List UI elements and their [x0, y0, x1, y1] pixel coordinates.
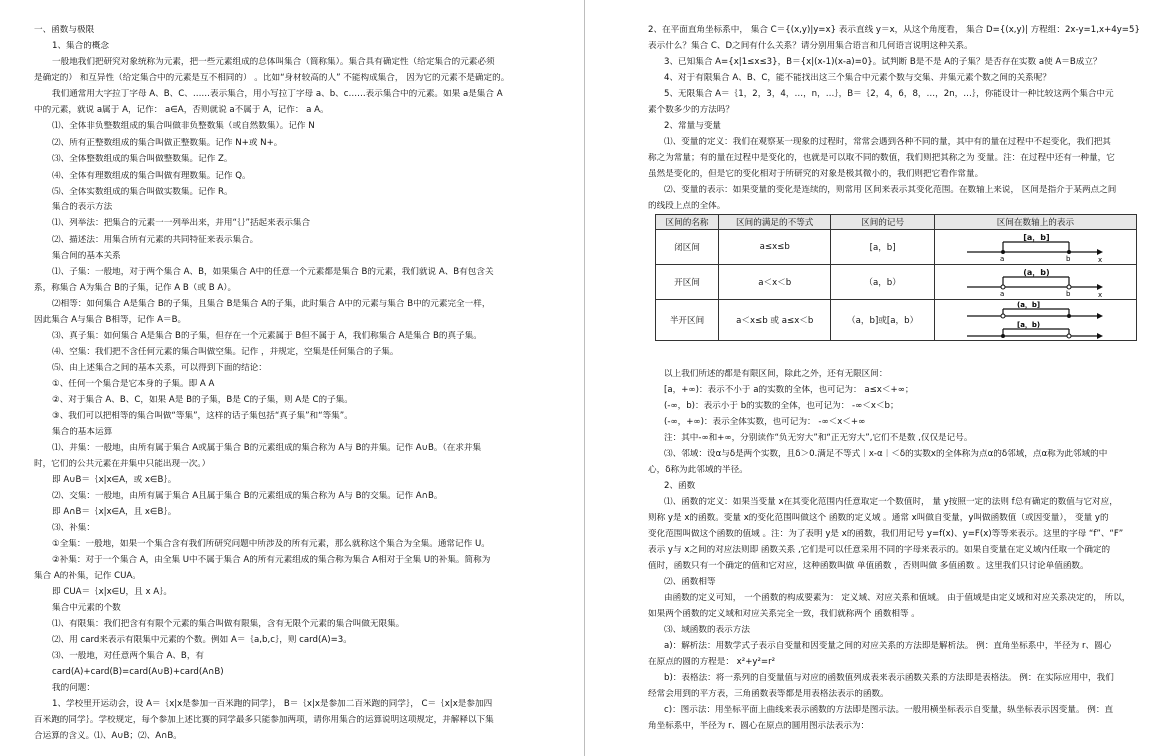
table-header: 区间的记号	[831, 215, 934, 230]
text-line: ⑴、并集：一般地，由所有属于集合 A或属于集合 B的元素组成的集合称为 A与 B的并集。记作 A∪B。（在求并集	[52, 443, 482, 453]
text-line: 注：其中-∞和+∞，分别读作“负无穷大”和“正无穷大”,它们不是数 ,仅仅是记号。	[664, 433, 973, 443]
interval-notation: （a，b）	[831, 265, 934, 300]
formula-line: (-∞，+∞)：表示全体实数，也可记为： -∞＜x＜+∞	[664, 417, 866, 427]
section-heading: 2、函数	[664, 481, 696, 491]
left-page	[0, 0, 580, 756]
chapter-heading: 一、函数与极限	[34, 25, 95, 35]
interval-name: 开区间	[656, 265, 719, 300]
text-line: a)：解析法：用数学式子表示自变量和因变量之间的对应关系的方法即是解析法。 例：直角坐标系中，半径为 r、圆心	[664, 641, 1112, 651]
formula-line: 在原点的圆的方程是： x²+y²=r²	[648, 657, 776, 667]
svg-text:b: b	[1066, 290, 1071, 298]
table-row	[656, 300, 1137, 341]
table-row	[656, 230, 1137, 265]
number-line-diagram	[965, 230, 1105, 264]
section-heading: 2、常量与变量	[664, 121, 722, 131]
text-line: ⑸、由上述集合之间的基本关系，可以得到下面的结论：	[52, 363, 267, 373]
interval-inequality: a≤x≤b	[719, 230, 831, 265]
text-line: ⑴、子集：一般地，对于两个集合 A、B，如果集合 A中的任意一个元素都是集合 B的元素，我们就说 A、B有包含关	[52, 267, 494, 277]
text-line: ⑶、补集：	[52, 523, 95, 533]
number-line-diagram	[965, 300, 1105, 340]
table-header: 区间在数轴上的表示	[934, 215, 1136, 230]
interval-table	[655, 214, 1137, 341]
number-line-open	[965, 265, 1105, 299]
subheading: 集合的表示方法	[52, 202, 113, 212]
text-line: ⑴、全体非负整数组成的集合叫做非负整数集（或自然数集）。记作 N	[52, 121, 315, 131]
formula-line: card(A)+card(B)=card(A∪B)+card(A∩B)	[52, 667, 224, 677]
text-line: 4、对于有限集合 A、B、C，能不能找出这三个集合中元素个数与交集、并集元素个数之间的关系呢？	[664, 73, 1051, 83]
text-line: 如果两个函数的定义域和对应关系完全一致，我们就称两个 函数相等 。	[648, 609, 920, 619]
subheading: 集合的基本运算	[52, 427, 113, 437]
text-line: ⑴、函数的定义：如果当变量 x在其变化范围内任意取定一个数值时， 量 y按照一定的法则 f总有确定的数值与它对应，	[664, 497, 1118, 507]
text-line: ⑸、全体实数组成的集合叫做实数集。记作 R。	[52, 187, 233, 197]
text-line: 以上我们所述的都是有限区间，除此之外，还有无限区间：	[664, 369, 888, 379]
number-line-diagram	[965, 265, 1105, 299]
text-line: 集合 A的补集，记作 CUA。	[34, 571, 141, 581]
table-header: 区间的满足的不等式	[719, 215, 831, 230]
text-line: 值时，函数只有一个确定的值和它对应，这种函数叫做 单值函数 ，否则叫做 多值函数 。这里我们只讨论单值函数。	[648, 561, 1089, 571]
svg-text:a: a	[1000, 255, 1005, 263]
number-line-cell	[934, 300, 1136, 341]
text-line: 5、无限集合 A＝｛1，2，3，4，…，n，…｝，B＝｛2，4，6，8，…，2n，…｝，你能设计一种比较这两个集合中元	[664, 89, 1114, 99]
subheading: ⑵、函数相等	[664, 577, 716, 587]
number-line-cell	[934, 265, 1136, 300]
interval-inequality: a＜x＜b	[719, 265, 831, 300]
text-line: ⑶、一般地，对任意两个集合 A、B，有	[52, 651, 205, 661]
interval-name: 闭区间	[656, 230, 719, 265]
text-line: 合运算的含义。⑴、A∪B；⑵、A∩B。	[34, 731, 182, 741]
text-line: 1、学校里开运动会，设 A＝｛x|x是参加一百米跑的同学｝， B＝｛x|x是参加二百米跑的同学｝， C＝｛x|x是参加四	[52, 699, 493, 709]
subheading: 集合间的基本关系	[52, 251, 121, 261]
text-line: 由函数的定义可知， 一个函数的构成要素为： 定义域、对应关系和值域。 由于值域是由定义域和对应关系决定的， 所以，	[664, 593, 1131, 603]
text-line: ②、对于集合 A、B、C，如果 A是 B的子集，B是 C的子集，则 A是 C的子集。	[52, 395, 353, 405]
text-line: ⑴、有限集：我们把含有有限个元素的集合叫做有限集，含有无限个元素的集合叫做无限集。	[52, 619, 405, 629]
subheading: 我的问题：	[52, 683, 95, 693]
text-line: 百米跑的同学｝。学校规定，每个参加上述比赛的同学最多只能参加两项，请你用集合的运算说明这项规定，并解释以下集	[34, 715, 494, 725]
section-heading: 1、集合的概念	[52, 41, 110, 51]
text-line: ⑵、所有正整数组成的集合叫做正整数集。记作 N+或 N+。	[52, 138, 283, 148]
text-line: 变化范围叫做这个函数的值域 。注：为了表明 y是 x的函数，我们用记号 y=f(x)、y=F(x)等等来表示。这里的字母 “f”、“F”	[648, 529, 1124, 539]
text-line: 经常会用到的平方表，三角函数表等都是用表格法表示的函数。	[648, 689, 889, 699]
subheading: ⑶、域函数的表示方法	[664, 625, 750, 635]
text-line: ①全集：一般地，如果一个集合含有我们所研究问题中所涉及的所有元素，那么就称这个集合为全集。通常记作 U。	[52, 539, 490, 549]
text-line: ⑶、邻域：设α与δ是两个实数，且δ＞0.满足不等式｜x-α｜＜δ的实数x的全体称为点α的δ邻域，点α称为此邻域的中	[664, 449, 1108, 459]
text-line: 表示什么？集合 C、D之间有什么关系？请分别用集合语言和几何语言说明这种关系。	[648, 41, 973, 51]
text-line: 3、已知集合 A={x|1≤x≤3}，B＝{x|(x-1)(x-a)=0}。试判断 B是不是 A的子集？是否存在实数 a使 A＝B成立？	[664, 57, 1102, 67]
text-line: ②补集：对于一个集合 A，由全集 U中不属于集合 A的所有元素组成的集合称为集合 A相对于全集 U的补集。简称为	[52, 555, 491, 565]
svg-text:a: a	[1000, 290, 1005, 298]
svg-text:b: b	[1066, 255, 1071, 263]
text-line: ⑶、全体整数组成的集合叫做整数集。记作 Z。	[52, 154, 233, 164]
text-line: 称之为常量；有的量在过程中是变化的，也就是可以取不同的数值，我们则把其称之为 变量。注：在过程中还有一种量，它	[648, 153, 1115, 163]
text-line: ⑷、全体有理数组成的集合叫做有理数集。记作 Q。	[52, 171, 251, 181]
text-line: 素个数多少的方法吗？	[648, 105, 734, 115]
text-line: ⑵、交集：一般地，由所有属于集合 A且属于集合 B的元素组成的集合称为 A与 B的交集。记作 A∩B。	[52, 491, 443, 501]
axis-interval-label: (a，b)	[1023, 268, 1050, 277]
text-line: ⑷、空集：我们把不含任何元素的集合叫做空集。记作 ，并规定，空集是任何集合的子集。	[52, 347, 399, 357]
text-line: 一般地我们把研究对象统称为元素，把一些元素组成的总体叫集合（简称集）。集合具有确定性（给定集合的元素必须	[52, 57, 495, 67]
svg-text:[a，b): [a，b)	[1017, 321, 1041, 329]
number-line-half-open	[965, 300, 1105, 340]
text-line: 的线段上点的全体。	[648, 201, 726, 211]
page-divider	[584, 0, 585, 756]
text-line: ①、任何一个集合是它本身的子集。即 A A	[52, 379, 215, 389]
interval-name: 半开区间	[656, 300, 719, 341]
text-line: 2、在平面直角坐标系中， 集合 C＝{(x,y)|y=x} 表示直线 y＝x，从这个角度看， 集合 D={(x,y)| 方程组：2x-y=1,x+4y=5}	[648, 25, 1140, 35]
interval-notation: （a，b]或[a，b）	[831, 300, 934, 341]
text-line: 时，它们的公共元素在并集中只能出现一次。）	[34, 459, 211, 469]
svg-text:x: x	[1098, 291, 1103, 299]
text-line: 中的元素，就说 a属于 A，记作： a∈A，否则就说 a不属于 A，记作： a A。	[34, 105, 329, 115]
text-line: 因此集合 A与集合 B相等，记作 A＝B。	[34, 315, 187, 325]
text-line: ⑶、真子集：如何集合 A是集合 B的子集，但存在一个元素属于 B但不属于 A，我们称集合 A是集合 B的真子集。	[52, 331, 482, 341]
table-row	[656, 265, 1137, 300]
subheading: 集合中元素的个数	[52, 603, 121, 613]
text-line: ⑴、变量的定义：我们在观察某一现象的过程时，常常会遇到各种不同的量，其中有的量在过程中不起变化，我们把其	[664, 137, 1111, 147]
formula-line: 即 A∩B＝｛x|x∈A，且 x∈B｝。	[52, 507, 177, 517]
text-line: ⑴、列举法：把集合的元素一一列举出来，并用“｛｝”括起来表示集合	[52, 218, 311, 228]
svg-text:(a，b]: (a，b]	[1017, 301, 1041, 309]
text-line: ⑵、用 card来表示有限集中元素的个数。例如 A＝｛a,b,c｝，则 card(A)=3。	[52, 635, 352, 645]
formula-line: [a，+∞)：表示不小于 a的实数的全体，也可记为： a≤x＜+∞；	[664, 385, 914, 395]
formula-line: (-∞，b)：表示小于 b的实数的全体，也可记为： -∞＜x＜b；	[664, 401, 899, 411]
text-line: 则称 y是 x的函数。变量 x的变化范围叫做这个 函数的定义域 。通常 x叫做自变量，y叫做函数值（或因变量）， 变量 y的	[648, 513, 1109, 523]
number-line-cell	[934, 230, 1136, 265]
text-line: 虽然是变化的，但是它的变化相对于所研究的对象是极其微小的，我们则把它看作常量。	[648, 169, 984, 179]
text-line: ⑵、描述法：用集合所有元素的共同特征来表示集合。	[52, 235, 259, 245]
number-line-closed	[965, 230, 1105, 264]
text-line: 是确定的） 和互异性（给定集合中的元素是互不相同的） 。比如“身材较高的人” 不能构成集合， 因为它的元素不是确定的。	[34, 73, 510, 83]
interval-notation: [a，b]	[831, 230, 934, 265]
axis-interval-label: [a，b]	[1023, 233, 1050, 242]
svg-text:x: x	[1098, 256, 1103, 264]
text-line: 表示 y与 x之间的对应法则即 函数关系 ,它们是可以任意采用不同的字母来表示的。如果自变量在定义域内任取一个确定的	[648, 545, 1111, 555]
text-line: 角坐标系中，半径为 r、圆心在原点的圆用图示法表示为：	[648, 721, 870, 731]
interval-inequality: a＜x≤b 或 a≤x＜b	[719, 300, 831, 341]
formula-line: 即 A∪B＝｛x|x∈A，或 x∈B｝。	[52, 475, 177, 485]
text-line: 心，δ称为此邻域的半径。	[648, 465, 748, 475]
text-line: ⑵相等：如何集合 A是集合 B的子集，且集合 B是集合 A的子集，此时集合 A中的元素与集合 B中的元素完全一样，	[52, 299, 491, 309]
text-line: ③、我们可以把相等的集合叫做“等集”，这样的话子集包括“真子集”和“等集”。	[52, 411, 353, 421]
text-line: c)：图示法：用坐标平面上曲线来表示函数的方法即是图示法。一般用横坐标表示自变量，纵坐标表示因变量。 例：直	[664, 705, 1114, 715]
text-line: b)：表格法：将一系列的自变量值与对应的函数值列成表来表示函数关系的方法即是表格法。 例：在实际应用中，我们	[664, 673, 1114, 683]
text-line: 我们通常用大字拉丁字母 A、B、C、……表示集合，用小写拉丁字母 a、b、c……表示集合中的元素。如果 a是集合 A	[52, 89, 503, 99]
table-header-row	[656, 215, 1137, 230]
table-header: 区间的名称	[656, 215, 719, 230]
text-line: 系，称集合 A为集合 B的子集，记作 A B（或 B A）。	[34, 283, 237, 293]
formula-line: 即 CUA＝｛x|x∈U，且 x A｝。	[52, 587, 173, 597]
text-line: ⑵、变量的表示：如果变量的变化是连续的，则常用 区间来表示其变化范围。在数轴上来说， 区间是指介于某两点之间	[664, 185, 1117, 195]
